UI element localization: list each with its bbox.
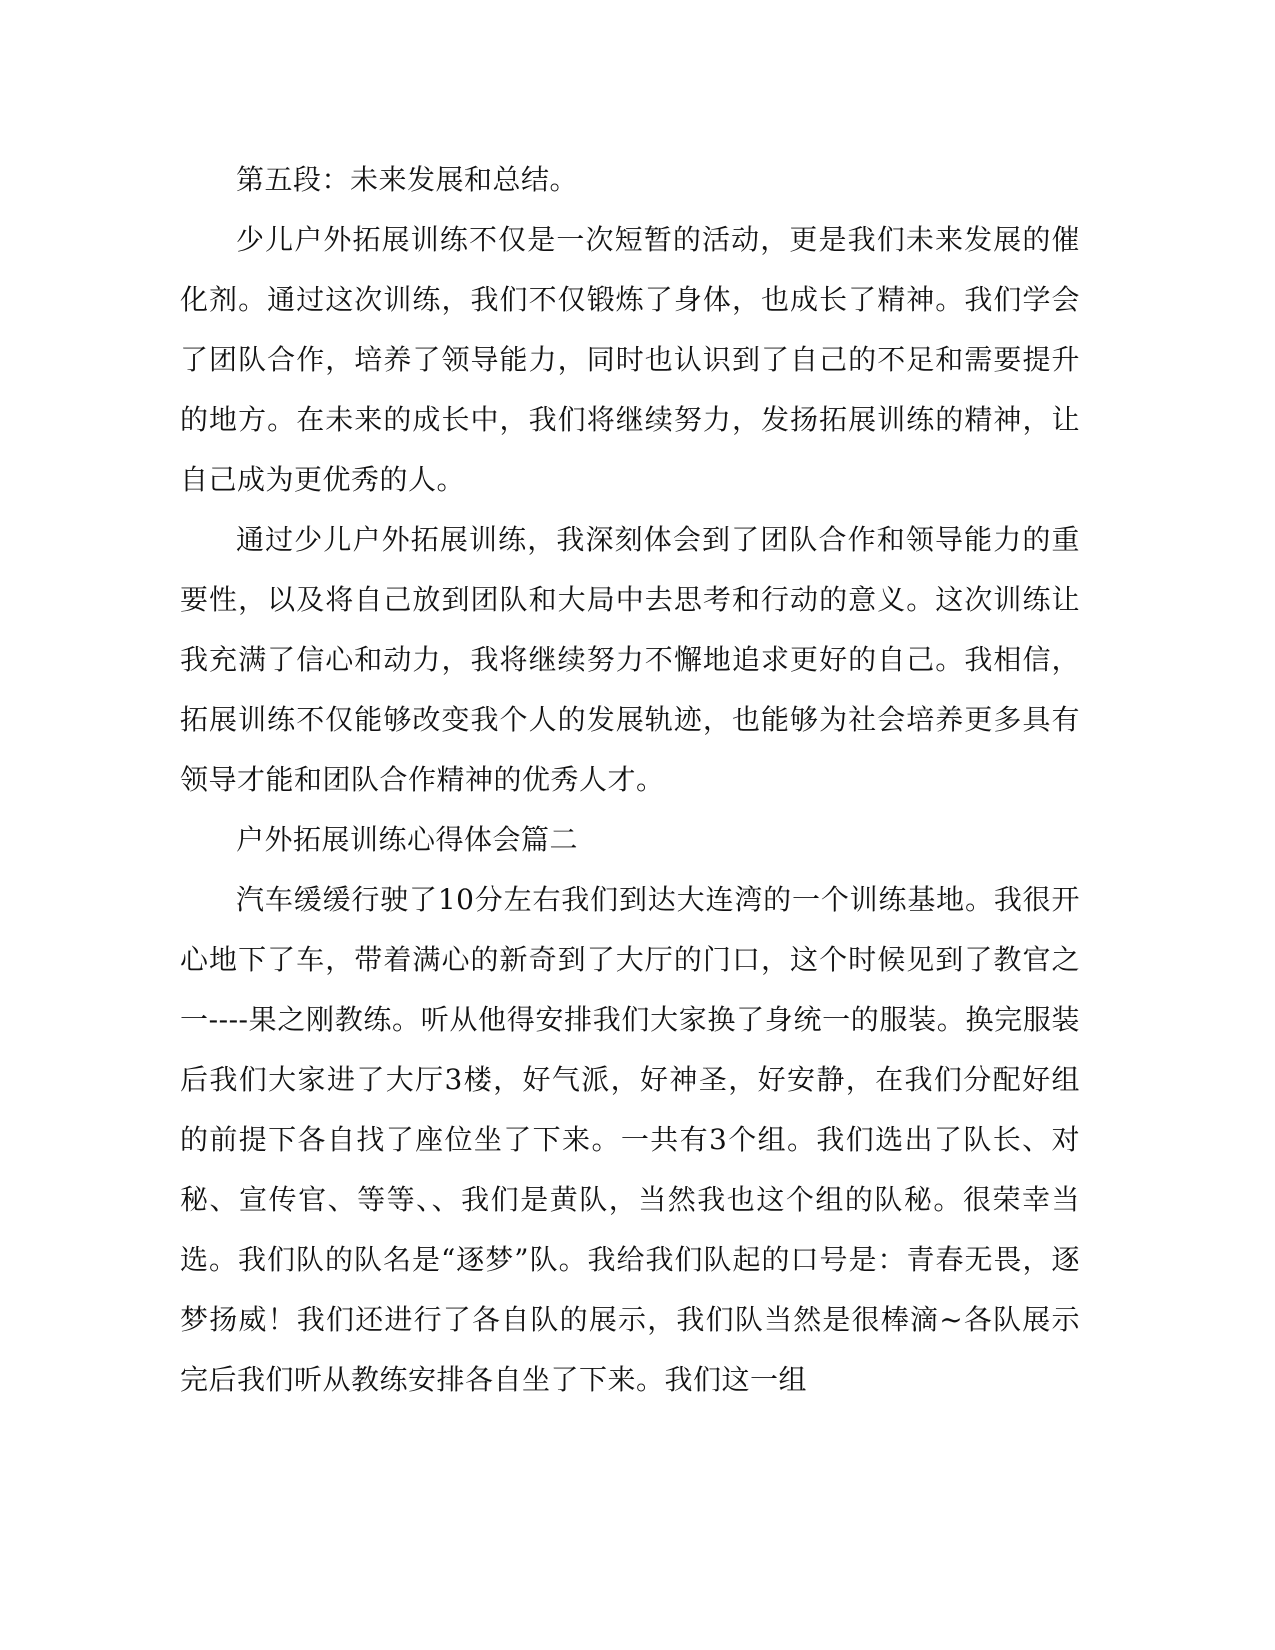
document-page <box>180 150 1080 1410</box>
paragraph-conclusion: 通过少儿户外拓展训练，我深刻体会到了团队合作和领导能力的重要性，以及将自己放到团队和大局中去思考和行动的意义。这次训练让我充满了信心和动力，我将继续努力不懈地追求更好的自己。我相信，拓展训练不仅能够改变我个人的发展轨迹，也能够为社会培养更多具有领导才能和团队合作精神的优秀人才。 <box>180 523 1080 796</box>
article-two-title: 户外拓展训练心得体会篇二 <box>236 823 579 856</box>
section-five-heading: 第五段：未来发展和总结。 <box>236 163 579 196</box>
paragraph-future-development: 少儿户外拓展训练不仅是一次短暂的活动，更是我们未来发展的催化剂。通过这次训练，我们不仅锻炼了身体，也成长了精神。我们学会了团队合作，培养了领导能力，同时也认识到了自己的不足和需要提升的地方。在未来的成长中，我们将继续努力，发扬拓展训练的精神，让自己成为更优秀的人。 <box>180 223 1080 496</box>
paragraph-article-two-body: 汽车缓缓行驶了10分左右我们到达大连湾的一个训练基地。我很开心地下了车，带着满心的新奇到了大厅的门口，这个时候见到了教官之一----果之刚教练。听从他得安排我们大家换了身统一的服装。换完服装后我们大家进了大厅3楼，好气派，好神圣，好安静，在我们分配好组的前提下各自找了座位坐了下来。一共有3个组。我们选出了队长、对秘、宣传官、等等、、我们是黄队，当然我也这个组的队秘。很荣幸当选。我们队的队名是“逐梦”队。我给我们队起的口号是：青春无畏，逐梦扬威！我们还进行了各自队的展示，我们队当然是很棒滴~各队展示完后我们听从教练安排各自坐了下来。我们这一组 <box>180 883 1080 1396</box>
